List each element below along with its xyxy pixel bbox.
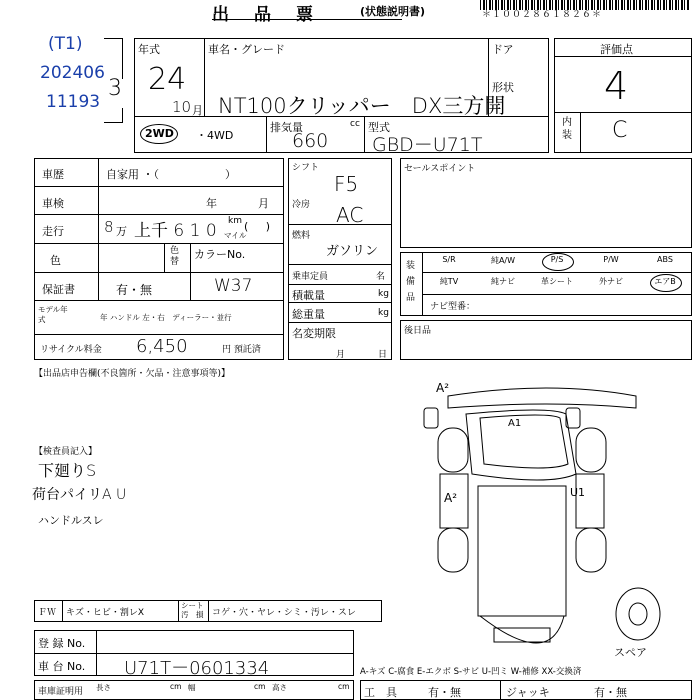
divider: [34, 300, 284, 301]
vehicle-diagram: [400, 378, 700, 674]
equipment-item: 純A/W: [490, 256, 516, 265]
divider: [422, 294, 692, 295]
label-load-unit: kg: [378, 289, 389, 299]
divider: [288, 264, 392, 265]
label-man: 万: [116, 225, 127, 238]
label-cc: cc: [350, 119, 360, 129]
divider: [554, 112, 692, 113]
value-interior: C: [612, 118, 628, 143]
label-month: 月: [192, 104, 203, 117]
divider: [96, 630, 97, 676]
label-cm-2: cm: [254, 682, 266, 691]
label-inspector-notes: 【検査員記入】: [34, 447, 98, 457]
value-color-no: W37: [214, 276, 253, 296]
divider: [422, 272, 692, 273]
document-title: 出 品 票: [212, 5, 317, 25]
label-cm-1: cm: [170, 682, 182, 691]
front-right-wheel: [576, 428, 606, 472]
label-mileage: 走行: [42, 225, 64, 238]
divider: [266, 116, 267, 153]
divider: [288, 284, 392, 285]
value-aircon: AC: [336, 203, 364, 227]
retrofit-box: [400, 320, 692, 360]
label-year: 年式: [138, 43, 160, 56]
lot-code: (T1): [48, 34, 83, 54]
divider: [288, 322, 392, 323]
inspector-line-3: ハンドルスレ: [38, 514, 104, 527]
label-equipment: 装備品: [406, 261, 416, 303]
warranty-options: 有・無: [116, 283, 153, 297]
label-cert-length: 長さ: [96, 683, 111, 692]
label-mile: マイル: [224, 231, 247, 240]
value-displacement: 660: [292, 130, 329, 152]
equipment-item: 革シート: [541, 277, 573, 286]
divider: [190, 243, 191, 300]
label-displacement: 排気量: [270, 121, 303, 134]
spec-table: [34, 158, 284, 360]
divider: [34, 186, 284, 187]
equipment-item: P/W: [603, 255, 619, 264]
inspection-month: 月: [258, 197, 269, 210]
divider: [34, 214, 284, 215]
right-side: [576, 474, 604, 528]
label-recycle-unit: 円 預託済: [222, 345, 261, 355]
value-recycle: 6,450: [136, 336, 188, 357]
rear-right-wheel: [576, 528, 606, 572]
equipment-item: 純ナビ: [491, 277, 515, 286]
equipment-item: P/S: [550, 255, 564, 264]
divider: [580, 112, 581, 153]
mileage-paren: ( ): [244, 220, 271, 233]
label-4wd: ・4WD: [196, 129, 234, 142]
label-model-grade: 車名・グレード: [208, 43, 285, 56]
value-year: 24: [148, 62, 187, 97]
value-fuel: ガソリン: [326, 244, 379, 259]
label-warranty: 保証書: [42, 283, 75, 296]
cargo-bed: [478, 486, 566, 616]
label-cm-3: cm: [338, 682, 350, 691]
label-color-change: 色替: [170, 246, 180, 267]
label-rating: 評価点: [600, 43, 633, 56]
label-expiry-day: 日: [378, 350, 388, 360]
label-retrofit: 後日品: [404, 326, 432, 336]
divider: [500, 680, 501, 700]
value-model-type: GBD－U71T: [372, 134, 483, 156]
label-shape: 形状: [492, 81, 514, 94]
equipment-item: 外ナビ: [599, 277, 623, 286]
sheet-options: コゲ・穴・ヤレ・シミ・汚レ・スレ: [212, 608, 356, 618]
rear-left-wheel: [438, 528, 468, 572]
value-chassis: U71T－0601334: [124, 658, 270, 679]
windshield: [480, 415, 568, 468]
document-subtitle: (状態説明書): [360, 5, 426, 18]
label-tools: 工 具: [364, 686, 397, 699]
left-mirror: [424, 408, 438, 428]
inspector-line-1: 下廻りS: [38, 461, 97, 480]
divider: [98, 158, 99, 300]
label-color-no: カラーNo.: [194, 248, 246, 261]
tailgate: [494, 628, 550, 642]
spare-hub: [629, 603, 647, 625]
history-options: 自家用 ・（ ）: [106, 168, 236, 181]
label-expiry-month: 月: [336, 350, 346, 360]
mark-right: U1: [570, 486, 586, 499]
lot-bracket-bottom: [104, 108, 123, 123]
equipment-circle-mark: [650, 274, 682, 292]
label-sheet: シート 汚 損: [181, 601, 204, 619]
equipment-circle-mark: [542, 253, 574, 271]
divider: [34, 272, 284, 273]
jack-options: 有・無: [594, 686, 627, 699]
value-shift: F5: [334, 172, 359, 196]
tools-options: 有・無: [428, 686, 461, 699]
label-load: 積載量: [292, 289, 325, 302]
label-registration: 登 録 No.: [38, 637, 86, 650]
label-color: 色: [50, 254, 61, 267]
label-door: ドア: [492, 43, 514, 56]
label-capacity-unit: 名: [376, 272, 386, 282]
mark-hood: A1: [508, 418, 522, 429]
value-rating: 4: [604, 64, 629, 108]
label-gross: 総重量: [292, 308, 325, 321]
label-cert-width: 幅: [188, 683, 196, 692]
equipment-item: 純TV: [439, 277, 459, 286]
label-inspection: 車検: [42, 197, 64, 210]
label-gross-unit: kg: [378, 308, 389, 318]
model-year-options: 年 ハンドル 左・右 ディーラー・並行: [100, 313, 232, 322]
label-expiry: 名変期限: [292, 327, 336, 340]
damage-legend: A-キズ C-腐食 E-エクボ S-サビ U-凹ミ W-補修 XX-交換済: [360, 667, 582, 677]
divider: [364, 116, 365, 153]
value-vehicle-name: NT100クリッパー DX三方開: [218, 94, 506, 118]
label-seller-notes: 【出品店申告欄(不良箇所・欠品・注意事項等)】: [34, 369, 231, 379]
equipment-item: S/R: [442, 255, 456, 264]
equipment-item: ABS: [657, 255, 673, 264]
label-jack: ジャッキ: [506, 686, 550, 699]
label-km: km: [228, 216, 242, 226]
lot-date: 202406: [40, 63, 105, 83]
label-interior: 内 装: [562, 117, 572, 141]
barcode-number: ＊１００２８６１８２６＊: [482, 10, 603, 20]
divider: [34, 334, 284, 335]
label-shift: シフト: [292, 163, 320, 173]
spare-tire: [616, 588, 660, 640]
label-spare: スペア: [614, 646, 647, 659]
equipment-item: エアB: [654, 277, 676, 286]
divider: [208, 600, 209, 622]
label-recycle: リサイクル料金: [40, 345, 102, 355]
divider: [62, 600, 63, 622]
label-model-year: モデル年式: [38, 305, 68, 324]
mark-front: A²: [436, 381, 450, 395]
front-bumper: [448, 388, 636, 408]
front-left-wheel: [438, 428, 468, 472]
fw-options: キズ・ヒビ・割レX: [66, 608, 144, 618]
label-model-type: 型式: [368, 121, 390, 134]
inspector-line-2: 荷台パイリA U: [32, 487, 127, 503]
divider: [34, 243, 284, 244]
label-history: 車歴: [42, 168, 64, 181]
label-cert: 車庫証明用: [38, 687, 84, 697]
lot-bracket-top: [104, 38, 123, 79]
label-aircon: 冷房: [292, 200, 311, 210]
lot-number: 11193: [46, 92, 101, 112]
header-rule: [212, 19, 402, 20]
label-capacity: 乗車定員: [292, 272, 329, 282]
divider: [204, 38, 205, 116]
value-mileage-man: 8: [104, 218, 114, 236]
label-cert-height: 高さ: [272, 683, 287, 692]
label-navi-type: ナビ型番：: [430, 302, 476, 312]
rear-section: [480, 616, 564, 643]
inspection-year: 年: [206, 197, 217, 210]
label-chassis: 車 台 No.: [38, 660, 86, 673]
divider: [164, 243, 165, 272]
label-fuel: 燃料: [292, 231, 311, 241]
mark-side: A²: [444, 491, 458, 505]
divider: [178, 600, 179, 622]
label-2wd: 2WD: [145, 127, 174, 140]
label-fw: ＦＷ: [38, 608, 57, 618]
lot-lane: 3: [108, 76, 122, 101]
value-mileage-rest: 上千 6 1 0: [134, 221, 217, 241]
value-month: 10: [172, 98, 192, 116]
label-sales-point: セールスポイント: [404, 164, 476, 174]
